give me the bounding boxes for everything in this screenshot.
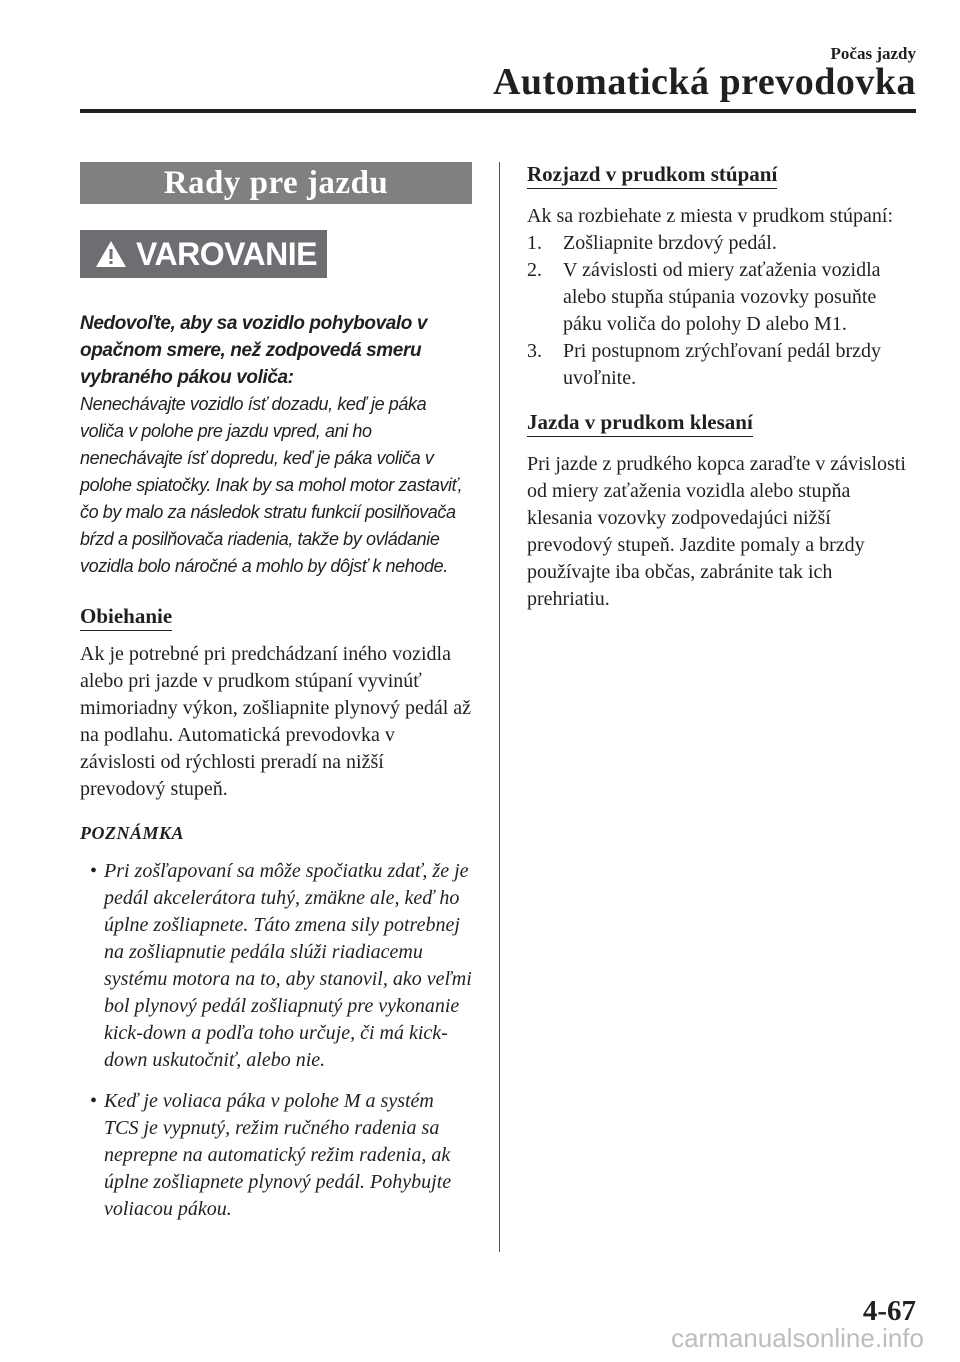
warning-text: Nenechávajte vozidlo ísť dozadu, keď je páka voliča v polohe pre jazdu vpred, ani ho nenechávajte ísť dopredu, keď je páka voliča v polohe spiatočky. Inak by sa mohol motor zastaviť, čo by malo za následok stratu funkcií posilňovača bŕzd a posilňovača riadenia, takže by ovládanie vozidla bolo náročné a mohlo by dôjsť k nehode.: [80, 394, 463, 576]
warning-badge: [80, 230, 327, 278]
warning-triangle-icon: [94, 239, 128, 269]
header-rule: [80, 109, 916, 113]
bullet: •: [90, 1090, 98, 1112]
watermark: carmanualsonline.info: [671, 1323, 924, 1353]
header-section: Počas jazdy: [830, 44, 916, 63]
downhill-heading: Jazda v prudkom klesaní: [527, 410, 753, 437]
column-divider: [499, 162, 500, 1252]
bullet: •: [90, 860, 98, 882]
note-item: [80, 1088, 472, 1223]
step-text: Zošliapnite brzdový pedál.: [563, 232, 777, 254]
uphill-intro: Ak sa rozbiehate z miesta v prudkom stúpaní:: [527, 205, 894, 227]
note-item-text: Pri zošľapovaní sa môže spočiatku zdať, že je pedál akcelerátora tuhý, zmäkne ale, keď ho úplne zošliapnete. Táto zmena sily potrebnej na zošliapnutie pedála slúži riadiacemu systému motora na to, aby stanovil, ako veľmi bol plynový pedál zošliapnutý pre vykonanie kick-down a podľa toho určuje, či má kick-down uskutočniť, alebo nie.: [104, 860, 472, 1071]
warning-label: VAROVANIE: [136, 235, 317, 272]
uphill-steps: [527, 230, 919, 392]
section-title: Rady pre jazdu: [80, 162, 472, 204]
note-item: [80, 858, 472, 1074]
step-item: [527, 257, 919, 338]
step-text: V závislosti od miery zaťaženia vozidla alebo stupňa stúpania vozovky posuňte páku voliča do polohy D alebo M1.: [563, 259, 881, 335]
note-item-text: Keď je voliaca páka v polohe M a systém TCS je vypnutý, režim ručného radenia sa neprepne na automatický režim radenia, ak úplne zošliapnete plynový pedál. Pohybujte voliacou pákou.: [104, 1090, 452, 1220]
step-number: 3.: [527, 340, 542, 362]
right-column: [527, 162, 919, 613]
left-column: [80, 162, 472, 1223]
overtaking-heading: Obiehanie: [80, 604, 172, 631]
step-item: [527, 338, 919, 392]
page-title: Automatická prevodovka: [492, 61, 916, 103]
overtaking-text: Ak je potrebné pri predchádzaní iného vozidla alebo pri jazde v prudkom stúpaní vyvinúť mimoriadny výkon, zošliapnite plynový pedál až na podlahu. Automatická prevodovka v závislosti od rýchlosti preradí na nižší prevodový stupeň.: [80, 643, 472, 800]
step-item: [527, 230, 919, 257]
step-number: 2.: [527, 259, 542, 281]
downhill-text: Pri jazde z prudkého kopca zaraďte v závislosti od miery zaťaženia vozidla alebo stupňa klesania vozovky zodpovedajúci nižší prevodový stupeň. Jazdite pomaly a brzdy používajte iba občas, zabránite tak ich prehriatiu.: [527, 453, 906, 610]
page-number: 4-67: [862, 1295, 916, 1327]
step-number: 1.: [527, 232, 542, 254]
uphill-heading: Rozjazd v prudkom stúpaní: [527, 162, 777, 189]
step-text: Pri postupnom zrýchľovaní pedál brzdy uvoľnite.: [563, 340, 882, 389]
note-label: POZNÁMKA: [80, 823, 185, 843]
warning-bold-text: Nedovoľte, aby sa vozidlo pohybovalo v opačnom smere, než zodpovedá smeru vybraného pákou voliča:: [80, 313, 428, 388]
